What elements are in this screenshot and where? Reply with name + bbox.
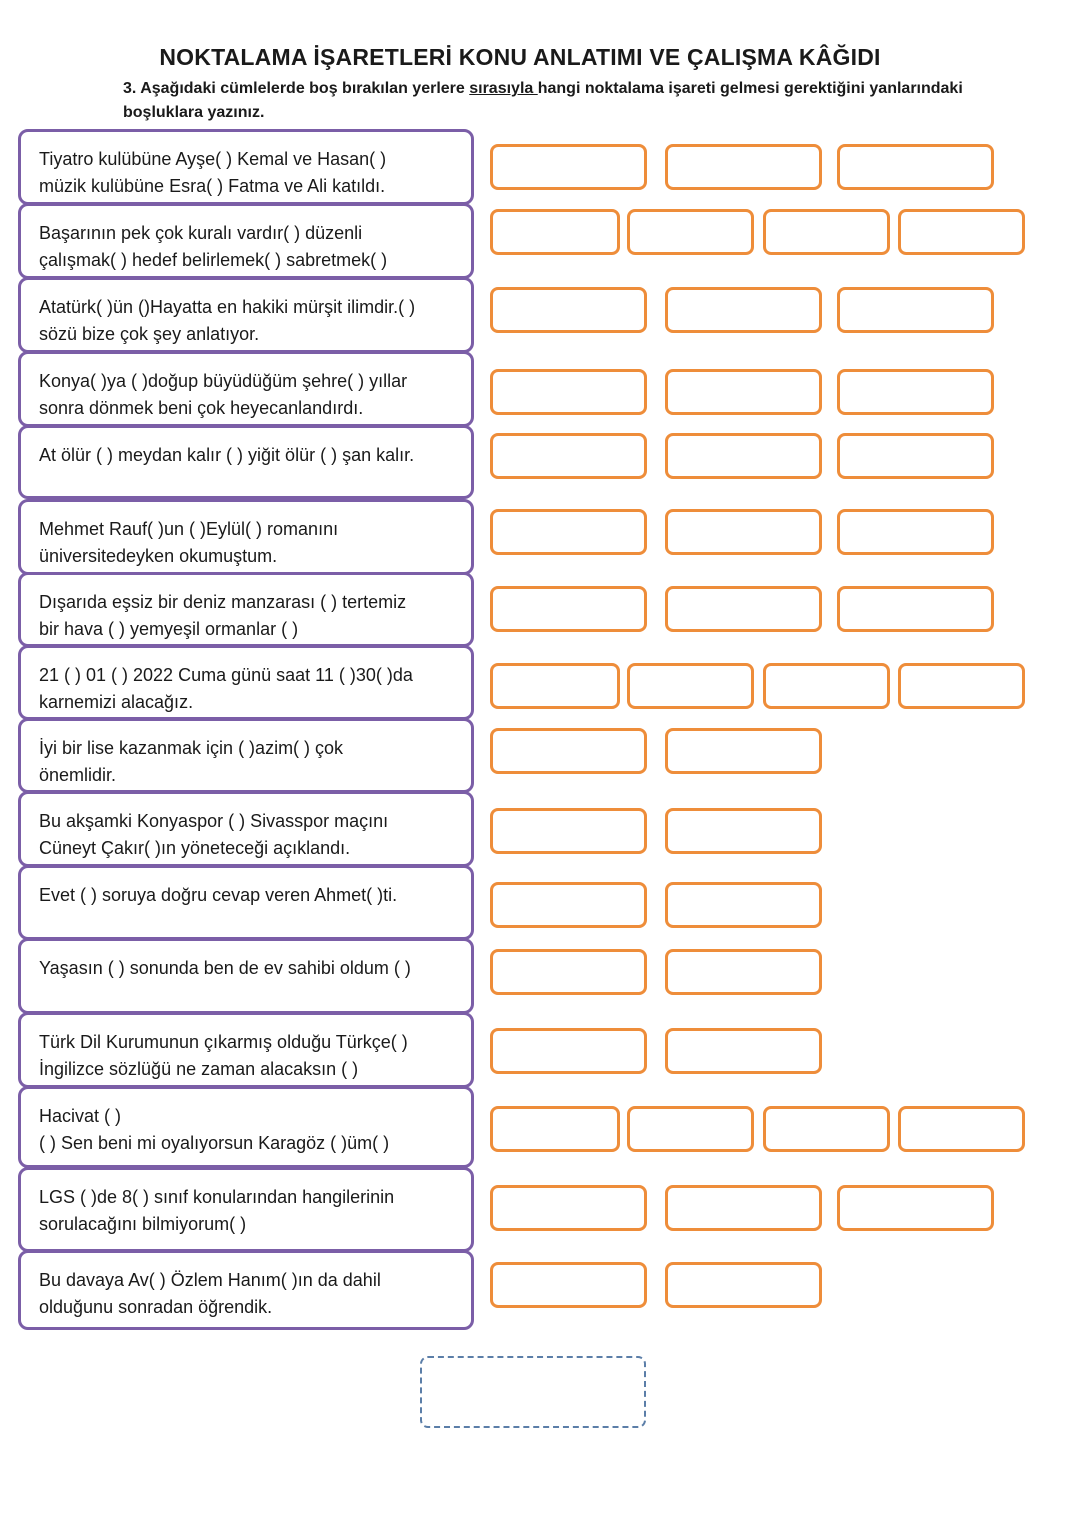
answer-blank-box[interactable]: [490, 1106, 620, 1152]
question-text-line-2: Cüneyt Çakır( )ın yöneteceği açıklandı.: [39, 838, 351, 858]
instruction-underlined: sırasıyla: [469, 80, 538, 97]
answer-blank-box[interactable]: [837, 287, 994, 333]
question-box: [18, 645, 474, 720]
question-text-line-1: Türk Dil Kurumunun çıkarmış olduğu Türkçe( ): [39, 1032, 408, 1052]
answer-blank-box[interactable]: [490, 369, 647, 415]
answer-blank-box[interactable]: [665, 144, 822, 190]
answer-blank-box[interactable]: [490, 1185, 647, 1231]
answer-blank-box[interactable]: [627, 209, 754, 255]
answer-blank-box[interactable]: [627, 663, 754, 709]
question-text-line-2: üniversitedeyken okumuştum.: [39, 546, 278, 566]
empty-dashed-box: [420, 1356, 646, 1428]
answer-blank-box[interactable]: [490, 808, 647, 854]
question-box: [18, 1167, 474, 1252]
answer-blank-box[interactable]: [665, 509, 822, 555]
question-text-line-1: Mehmet Rauf( )un ( )Eylül( ) romanını: [39, 519, 339, 539]
question-box: [18, 425, 474, 499]
instruction-text: 3. Aşağıdaki cümlelerde boş bırakılan yerlere: [123, 80, 470, 97]
question-text-line-2: bir hava ( ) yemyeşil ormanlar ( ): [39, 619, 299, 639]
question-text-line-2: karnemizi alacağız.: [39, 692, 194, 712]
question-text-line-1: LGS ( )de 8( ) sınıf konularından hangilerinin: [39, 1187, 395, 1207]
question-text-line-2: sonra dönmek beni çok heyecanlandırdı.: [39, 398, 364, 418]
answer-blank-box[interactable]: [490, 586, 647, 632]
answer-blank-box[interactable]: [898, 663, 1025, 709]
answer-blank-box[interactable]: [665, 433, 822, 479]
answer-blank-box[interactable]: [490, 209, 620, 255]
instruction-text-end: hangi noktalama işareti gelmesi gerektiğini yanlarındaki boşluklara yazınız.: [123, 80, 963, 121]
question-box: [18, 865, 474, 940]
answer-blank-box[interactable]: [490, 882, 647, 928]
answer-blank-box[interactable]: [837, 144, 994, 190]
question-box: [18, 351, 474, 427]
question-text-line-2: sözü bize çok şey anlatıyor.: [39, 324, 260, 344]
question-box: [18, 791, 474, 867]
page-title: NOKTALAMA İŞARETLERİ KONU ANLATIMI VE ÇALIŞMA KÂĞIDI: [159, 44, 881, 70]
question-box: [18, 1086, 474, 1168]
question-text-line-2: olduğunu sonradan öğrendik.: [39, 1297, 273, 1317]
answer-blank-box[interactable]: [665, 287, 822, 333]
question-text-line-1: İyi bir lise kazanmak için ( )azim( ) çok: [39, 738, 344, 758]
question-box: [18, 718, 474, 793]
question-text-line-1: Bu davaya Av( ) Özlem Hanım( )ın da dahil: [39, 1270, 381, 1290]
question-box: [18, 1250, 474, 1330]
question-text-line-1: Dışarıda eşsiz bir deniz manzarası ( ) tertemiz: [39, 592, 407, 612]
question-text-line-1: Atatürk( )ün ()Hayatta en hakiki mürşit ilimdir.( ): [39, 297, 416, 317]
answer-blank-box[interactable]: [665, 949, 822, 995]
answer-blank-box[interactable]: [490, 949, 647, 995]
answer-blank-box[interactable]: [837, 586, 994, 632]
question-box: [18, 499, 474, 575]
question-text-line-2: sorulacağını bilmiyorum( ): [39, 1214, 247, 1234]
question-text-line-1: Hacivat ( ): [39, 1106, 122, 1126]
answer-blank-box[interactable]: [837, 509, 994, 555]
answer-blank-box[interactable]: [665, 882, 822, 928]
question-text-line-2: önemlidir.: [39, 765, 117, 785]
answer-blank-box[interactable]: [490, 509, 647, 555]
question-text-line-2: ( ) Sen beni mi oyalıyorsun Karagöz ( )üm( ): [39, 1133, 390, 1153]
answer-blank-box[interactable]: [837, 433, 994, 479]
answer-blank-box[interactable]: [763, 209, 890, 255]
question-text-line-1: Konya( )ya ( )doğup büyüdüğüm şehre( ) yıllar: [39, 371, 408, 391]
answer-blank-box[interactable]: [898, 1106, 1025, 1152]
answer-blank-box[interactable]: [490, 287, 647, 333]
answer-blank-box[interactable]: [763, 663, 890, 709]
answer-blank-box[interactable]: [490, 1028, 647, 1074]
question-text-line-1: 21 ( ) 01 ( ) 2022 Cuma günü saat 11 ( )30( )da: [39, 665, 413, 685]
answer-blank-box[interactable]: [665, 1262, 822, 1308]
question-text-line-2: çalışmak( ) hedef belirlemek( ) sabretmek( ): [39, 250, 388, 270]
question-text-line-1: Başarının pek çok kuralı vardır( ) düzenli: [39, 223, 363, 243]
question-box: [18, 203, 474, 279]
question-box: [18, 1012, 474, 1088]
answer-blank-box[interactable]: [665, 586, 822, 632]
question-box: [18, 129, 474, 205]
answer-blank-box[interactable]: [665, 1028, 822, 1074]
answer-blank-box[interactable]: [490, 1262, 647, 1308]
answer-blank-box[interactable]: [490, 728, 647, 774]
answer-blank-box[interactable]: [490, 144, 647, 190]
answer-blank-box[interactable]: [837, 369, 994, 415]
answer-blank-box[interactable]: [898, 209, 1025, 255]
question-box: [18, 572, 474, 647]
question-text-line-2: müzik kulübüne Esra( ) Fatma ve Ali katıldı.: [39, 176, 386, 196]
answer-blank-box[interactable]: [763, 1106, 890, 1152]
question-text-line-1: Yaşasın ( ) sonunda ben de ev sahibi oldum ( ): [39, 958, 411, 978]
answer-blank-box[interactable]: [665, 728, 822, 774]
question-text-line-1: At ölür ( ) meydan kalır ( ) yiğit ölür ( ) şan kalır.: [39, 445, 415, 465]
answer-blank-box[interactable]: [490, 433, 647, 479]
question-text-line-1: Evet ( ) soruya doğru cevap veren Ahmet( )ti.: [39, 885, 398, 905]
answer-blank-box[interactable]: [665, 369, 822, 415]
question-box: [18, 938, 474, 1014]
question-text-line-1: Bu akşamki Konyaspor ( ) Sivasspor maçını: [39, 811, 389, 831]
answer-blank-box[interactable]: [490, 663, 620, 709]
question-text-line-1: Tiyatro kulübüne Ayşe( ) Kemal ve Hasan( ): [39, 149, 387, 169]
answer-blank-box[interactable]: [665, 808, 822, 854]
answer-blank-box[interactable]: [837, 1185, 994, 1231]
answer-blank-box[interactable]: [627, 1106, 754, 1152]
instruction: [123, 77, 983, 125]
question-box: [18, 277, 474, 353]
question-text-line-2: İngilizce sözlüğü ne zaman alacaksın ( ): [39, 1059, 359, 1079]
answer-blank-box[interactable]: [665, 1185, 822, 1231]
